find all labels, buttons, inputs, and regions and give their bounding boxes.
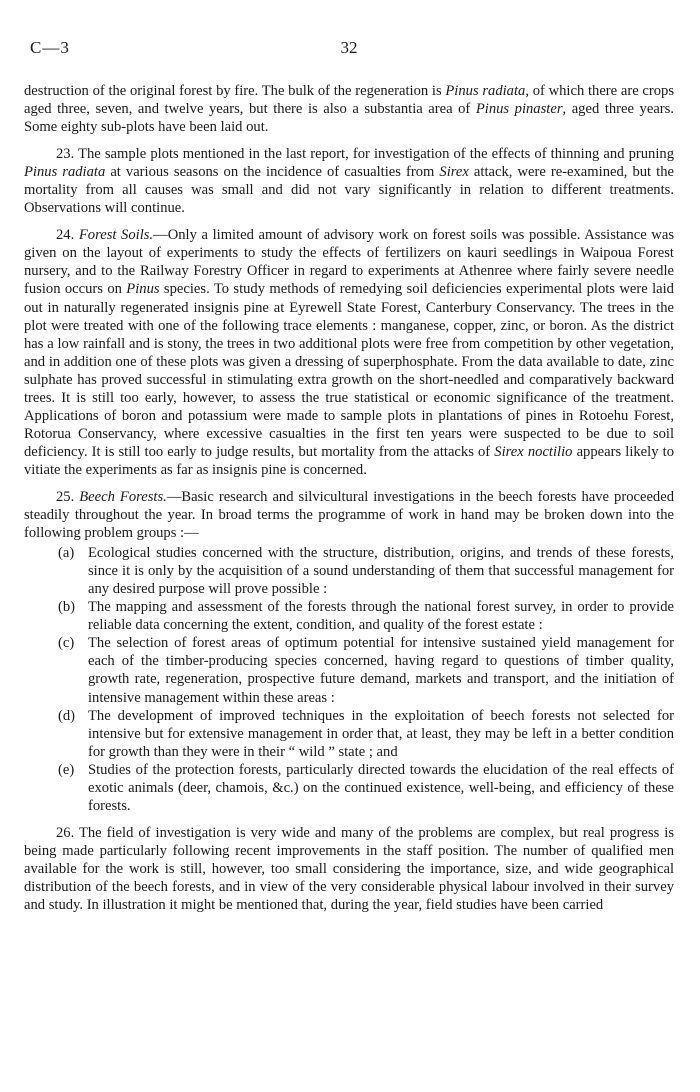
report-code: C—3 bbox=[30, 38, 70, 57]
list-item-text: Ecological studies concerned with the structure, distribution, origins, and trends of these forests, since it is only by the acquisition of a sound understanding of them that successful management for any desired purpose will prove possible : bbox=[88, 545, 674, 598]
page-header bbox=[24, 38, 674, 62]
list-item-text: Studies of the protection forests, particularly directed towards the elucidation of the real effects of exotic animals (deer, chamois, &c.) on the continued existence, well-being, and efficiency of these forests. bbox=[88, 761, 674, 814]
paragraph-23: 23. The sample plots mentioned in the last report, for investigation of the effects of thinning and pruning Pinus radiata at various seasons on the incidence of casualties from Sirex attack, were re-examined, but the mortality from all causes was small and did not vary significantly in relation to different treatments. Observations will continue. bbox=[24, 146, 674, 217]
list-item bbox=[24, 598, 674, 634]
paragraph-26: 26. The field of investigation is very wide and many of the problems are complex, but real progress is being made particularly following recent improvements in the staff position. The number of qualified men available for the work is still, however, too small considering the importance, size, and wide geographical distribution of the beech forests, and in view of the very considerable physical labour involved in their survey and study. In illustration it might be mentioned that, during the year, field studies have been carried bbox=[24, 824, 674, 914]
list-item-label: (d) bbox=[58, 707, 76, 724]
list-item-label: (c) bbox=[58, 635, 75, 652]
list-item bbox=[24, 761, 674, 815]
problem-groups-list bbox=[24, 544, 674, 815]
section-heading: Beech Forests. bbox=[79, 488, 167, 505]
page-body bbox=[24, 82, 674, 914]
page-number: 32 bbox=[340, 38, 358, 57]
paragraph-continuation: destruction of the original forest by fire. The bulk of the regeneration is Pinus radiata, of which there are crops aged three, seven, and twelve years, but there is also a substantia area of Pinus pinaster, aged three years. Some eighty sub-plots have been laid out. bbox=[24, 83, 675, 136]
list-item bbox=[24, 634, 674, 706]
list-item-text: The mapping and assessment of the forests through the national forest survey, in order to provide reliable data concerning the extent, condition, and quality of the forest estate : bbox=[88, 599, 674, 634]
list-item-label: (a) bbox=[58, 545, 75, 562]
list-item-label: (b) bbox=[58, 599, 76, 616]
list-item bbox=[24, 707, 674, 761]
list-item-text: The development of improved techniques in the exploitation of beech forests not selected for intensive but for extensive management in order that, at least, they may be left in a better condition for growth than they were in their “ wild ” state ; and bbox=[88, 707, 674, 760]
list-item-text: The selection of forest areas of optimum potential for intensive sustained yield management for each of the timber-producing species concerned, having regard to questions of timber quality, growth rate, regeneration, prospective future demand, markets and transport, and the initiation of intensive management within these areas : bbox=[88, 635, 674, 706]
paragraph-25-beech-forests: 25. Beech Forests.—Basic research and silvicultural investigations in the beech forests have proceeded steadily throughout the year. In broad terms the programme of work in hand may be broken down into the following problem groups :— bbox=[24, 488, 674, 542]
paragraph-24-forest-soils: 24. Forest Soils.—Only a limited amount of advisory work on forest soils was possible. Assistance was given on the layout of experiments to study the effects of fertilizers on kauri seedlings in Waipoua Forest nursery, and to the Railway Forestry Officer in regard to experiments at Athenree where fairly severe needle fusion occurs on Pinus species. To study methods of remedying soil deficiencies experimental plots were laid out in naturally regenerated insignis pine at Eyrewell State Forest, Canterbury Conservancy. The trees in the plot were treated with one of the following trace elements : manganese, copper, zinc, or boron. As the district has a low rainfall and is stony, the trees in two additional plots were free from competition by other vegetation, and in addition one of these plots was given a dressing of superphosphate. From the data available to date, zinc sulphate has proved successful in stimulating extra growth on the short-needled and comparatively backward trees. It is still too early, however, to assess the true statistical or economic significance of the treatment. Applications of boron and potassium were made to sample plots in plantations of pines in Rotoehu Forest, Rotorua Conservancy, where excessive casualties in the first ten years were suspected to be due to soil deficiency. It is still too early to judge results, but mortality from the attacks of Sirex noctilio appears likely to vitiate the experiments as far as insignis pine is concerned. bbox=[24, 227, 675, 478]
list-item-label: (e) bbox=[58, 761, 75, 778]
list-item bbox=[24, 544, 674, 598]
section-heading: Forest Soils. bbox=[78, 227, 154, 244]
